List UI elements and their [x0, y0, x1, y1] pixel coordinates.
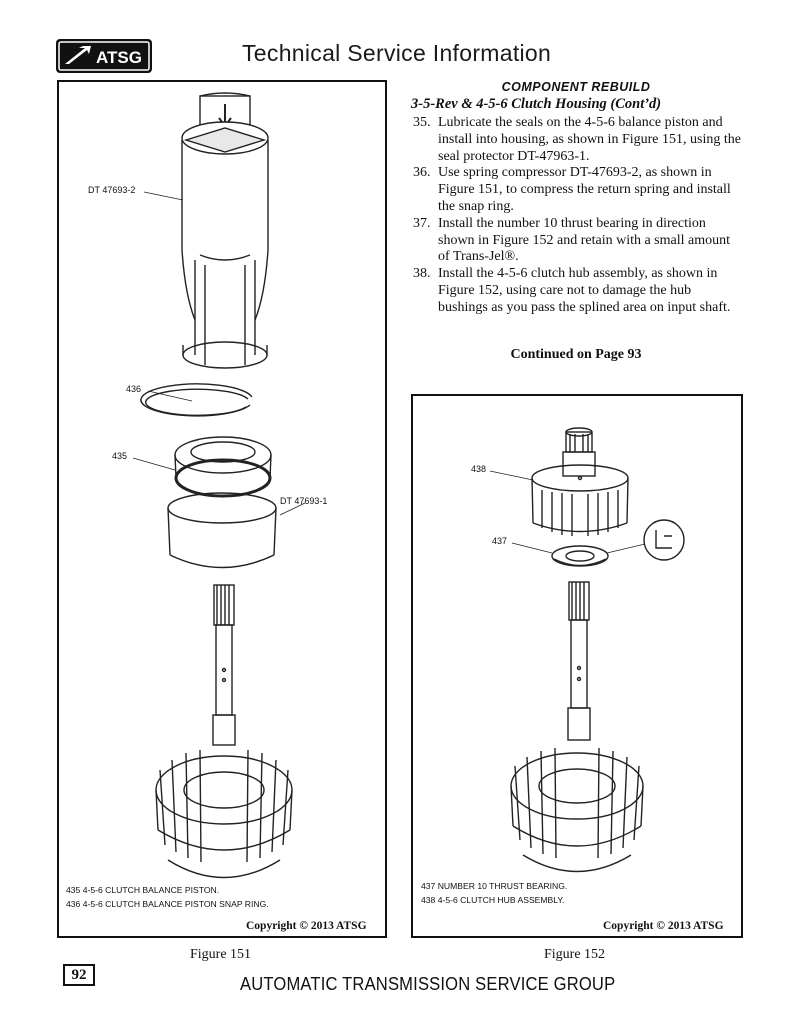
clutch-housing-152: [511, 748, 643, 872]
page-title: Technical Service Information: [242, 40, 552, 66]
balance-piston: [175, 437, 271, 496]
figure-151-caption: Figure 151: [190, 947, 252, 962]
spring-compressor-tool: [182, 122, 268, 368]
svg-text:ATSG: ATSG: [96, 48, 142, 67]
callout-437: 437: [492, 536, 508, 546]
clutch-housing: [156, 750, 292, 878]
callout-dt-47693-2: DT 47693-2: [88, 185, 136, 195]
legend-item: 438 4-5-6 CLUTCH HUB ASSEMBLY.: [421, 895, 565, 905]
figure-152-caption: Figure 152: [544, 947, 606, 962]
clutch-hub-assembly: [532, 428, 628, 536]
procedure-steps: [410, 115, 742, 317]
callout-438: 438: [471, 464, 487, 474]
section-header: COMPONENT REBUILD: [501, 80, 651, 94]
step-item: 36. Use spring compressor DT-47693-2, as shown in Figure 151, to compress the return spring and install the snap ring.: [413, 165, 731, 214]
legend-item: 436 4-5-6 CLUTCH BALANCE PISTON SNAP RING.: [66, 899, 269, 909]
legend-item: 437 NUMBER 10 THRUST BEARING.: [421, 881, 568, 891]
figure-152-copyright: Copyright © 2013 ATSG: [603, 920, 724, 932]
input-shaft-152: [568, 582, 590, 740]
snap-ring: [141, 384, 252, 416]
seal-protector-tool: [168, 493, 276, 568]
step-item: 37. Install the number 10 thrust bearing in direction shown in Figure 152 and retain with a small amount of Trans-Jel®.: [413, 215, 731, 265]
callout-435: 435: [112, 451, 128, 461]
figure-152-legend: [421, 879, 567, 907]
step-item: 35. Lubricate the seals on the 4-5-6 balance piston and install into housing, as shown in Figure 151, using the seal protector DT-47963-1.: [413, 115, 741, 164]
section-subheader: 3-5-Rev & 4-5-6 Clutch Housing (Cont’d): [411, 96, 662, 112]
input-shaft: [213, 585, 235, 745]
figure-151-legend: [66, 883, 269, 911]
step-item: 38. Install the 4-5-6 clutch hub assembly, as shown in Figure 152, using care not to damage the hub bushings as you pass the splined area on input shaft.: [413, 266, 731, 315]
callout-dt-47693-1: DT 47693-1: [280, 496, 328, 506]
legend-item: 435 4-5-6 CLUTCH BALANCE PISTON.: [66, 885, 220, 895]
page-number: 92: [63, 964, 95, 986]
continued-note: Continued on Page 93: [510, 347, 642, 362]
callout-436: 436: [126, 384, 142, 394]
footer-organization: AUTOMATIC TRANSMISSION SERVICE GROUP: [240, 974, 616, 994]
figure-151-leader-lines: [133, 192, 305, 515]
figure-151-copyright: Copyright © 2013 ATSG: [246, 920, 367, 932]
thrust-bearing: [552, 546, 608, 566]
